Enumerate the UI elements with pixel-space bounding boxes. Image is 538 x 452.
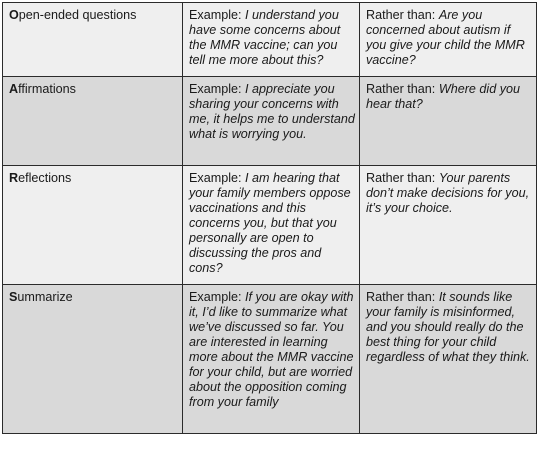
table-row xyxy=(3,166,537,285)
technique-initial: R xyxy=(9,171,19,185)
technique-initial: S xyxy=(9,290,18,304)
technique-name: eflections xyxy=(18,171,72,185)
oars-table xyxy=(2,2,537,434)
example-cell xyxy=(183,77,360,166)
example-prefix: Example: xyxy=(189,8,245,22)
rather-than-cell xyxy=(360,3,537,77)
technique-cell xyxy=(3,285,183,434)
rather-than-cell xyxy=(360,166,537,285)
rather-than-prefix: Rather than: xyxy=(366,171,439,185)
example-text: I am hearing that your family members oppose vaccinations and this concerns you, but that you personally are open to discussing the pros and cons? xyxy=(189,171,351,275)
example-prefix: Example: xyxy=(189,171,245,185)
example-cell xyxy=(183,166,360,285)
technique-name: ummarize xyxy=(17,290,73,304)
table-row xyxy=(3,3,537,77)
rather-than-prefix: Rather than: xyxy=(366,290,439,304)
example-prefix: Example: xyxy=(189,290,245,304)
example-cell xyxy=(183,285,360,434)
rather-than-text: Are you concerned about autism if you give your child the MMR vaccine? xyxy=(366,8,525,67)
rather-than-cell xyxy=(360,77,537,166)
rather-than-text: Your parents don’t make decisions for you, it’s your choice. xyxy=(366,171,530,215)
rather-than-prefix: Rather than: xyxy=(366,82,439,96)
example-cell xyxy=(183,3,360,77)
technique-initial: O xyxy=(9,8,19,22)
technique-cell xyxy=(3,166,183,285)
technique-cell xyxy=(3,3,183,77)
example-text: I appreciate you sharing your concerns with me, it helps me to understand what is worrying you. xyxy=(189,82,355,141)
example-prefix: Example: xyxy=(189,82,245,96)
technique-name: ffirmations xyxy=(18,82,76,96)
technique-name: pen-ended questions xyxy=(18,8,137,22)
technique-initial: A xyxy=(9,82,19,96)
rather-than-text: Where did you hear that? xyxy=(366,82,521,111)
rather-than-cell xyxy=(360,285,537,434)
rather-than-text: It sounds like your family is misinformed, and you should really do the best thing for your child regardless of what they think. xyxy=(366,290,530,364)
example-text: I understand you have some concerns about the MMR vaccine; can you tell me more about this? xyxy=(189,8,341,67)
rather-than-prefix: Rather than: xyxy=(366,8,439,22)
technique-cell xyxy=(3,77,183,166)
table-row xyxy=(3,77,537,166)
table-row xyxy=(3,285,537,434)
example-text: If you are okay with it, I’d like to summarize what we’ve discussed so far. You are interested in learning more about the MMR vaccine for your child, but are worried about the opposition coming from your family xyxy=(189,290,354,409)
